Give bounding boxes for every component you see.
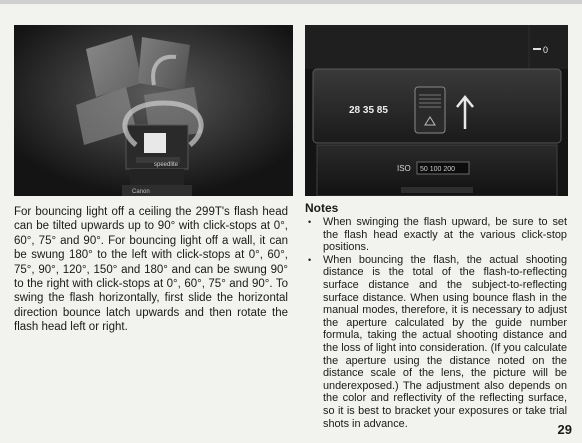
note-item [305,216,567,254]
bounce-instructions-paragraph: For bouncing light off a ceiling the 299T's flash head can be tilted upwards up to 90° with click-stops at 0°, 60°, 75° and 90°. For bouncing light off a wall, it can be swung 180° to the left with click-stops at 0°, 60°, 75°, 90°, 120°, 150° and 180° and can be swung 90° to the right with click-stops at 0°, 60°, 75° and 90°. To swing the flash horizontally, first slide the horizontal direction bounce latch upwards and then rotate the flash head left or right. [14,206,288,334]
notes-section [305,201,567,430]
bullet-icon: • [308,254,312,265]
note-item [305,254,567,430]
iso-label: ISO [397,164,411,173]
flash-head-photo [14,25,293,196]
top-rule [0,0,582,4]
notes-heading: Notes [305,201,339,215]
scale-zero-label: 0 [543,45,549,55]
flash-brand-label: Canon [132,189,150,195]
page-number: 29 [557,422,572,437]
bounce-latch-photo [305,25,568,196]
note-text: When swinging the flash upward, be sure to set the flash head exactly at the various click-stop positions. [323,216,567,254]
iso-values: 50 100 200 [420,166,456,173]
notes-list [305,216,567,430]
bounce-latch-illustration [305,25,568,196]
note-text: When bouncing the flash, the actual shooting distance is the total of the flash-to-reflecting surface distance and the subject-to-reflecting surface distance. When using bounce flash in the manual modes, therefore, it is necessary to adjust the aperture calculated by the guide number formula, taking the actual shooting distance and the loss of light into consideration. (If you calculate the aperture using the distance noted on the distance scale of the lens, the picture will be underexposed.) The adjustment also depends on the color and reflectivity of the reflecting surface, so it is best to bracket your exposures or take trial shots in advance. [323,253,567,430]
flash-model-label: speedlite [154,162,179,168]
bullet-icon: • [308,217,312,227]
flash-head-illustration [14,25,293,196]
counter-readout: 28 35 85 [349,105,388,116]
